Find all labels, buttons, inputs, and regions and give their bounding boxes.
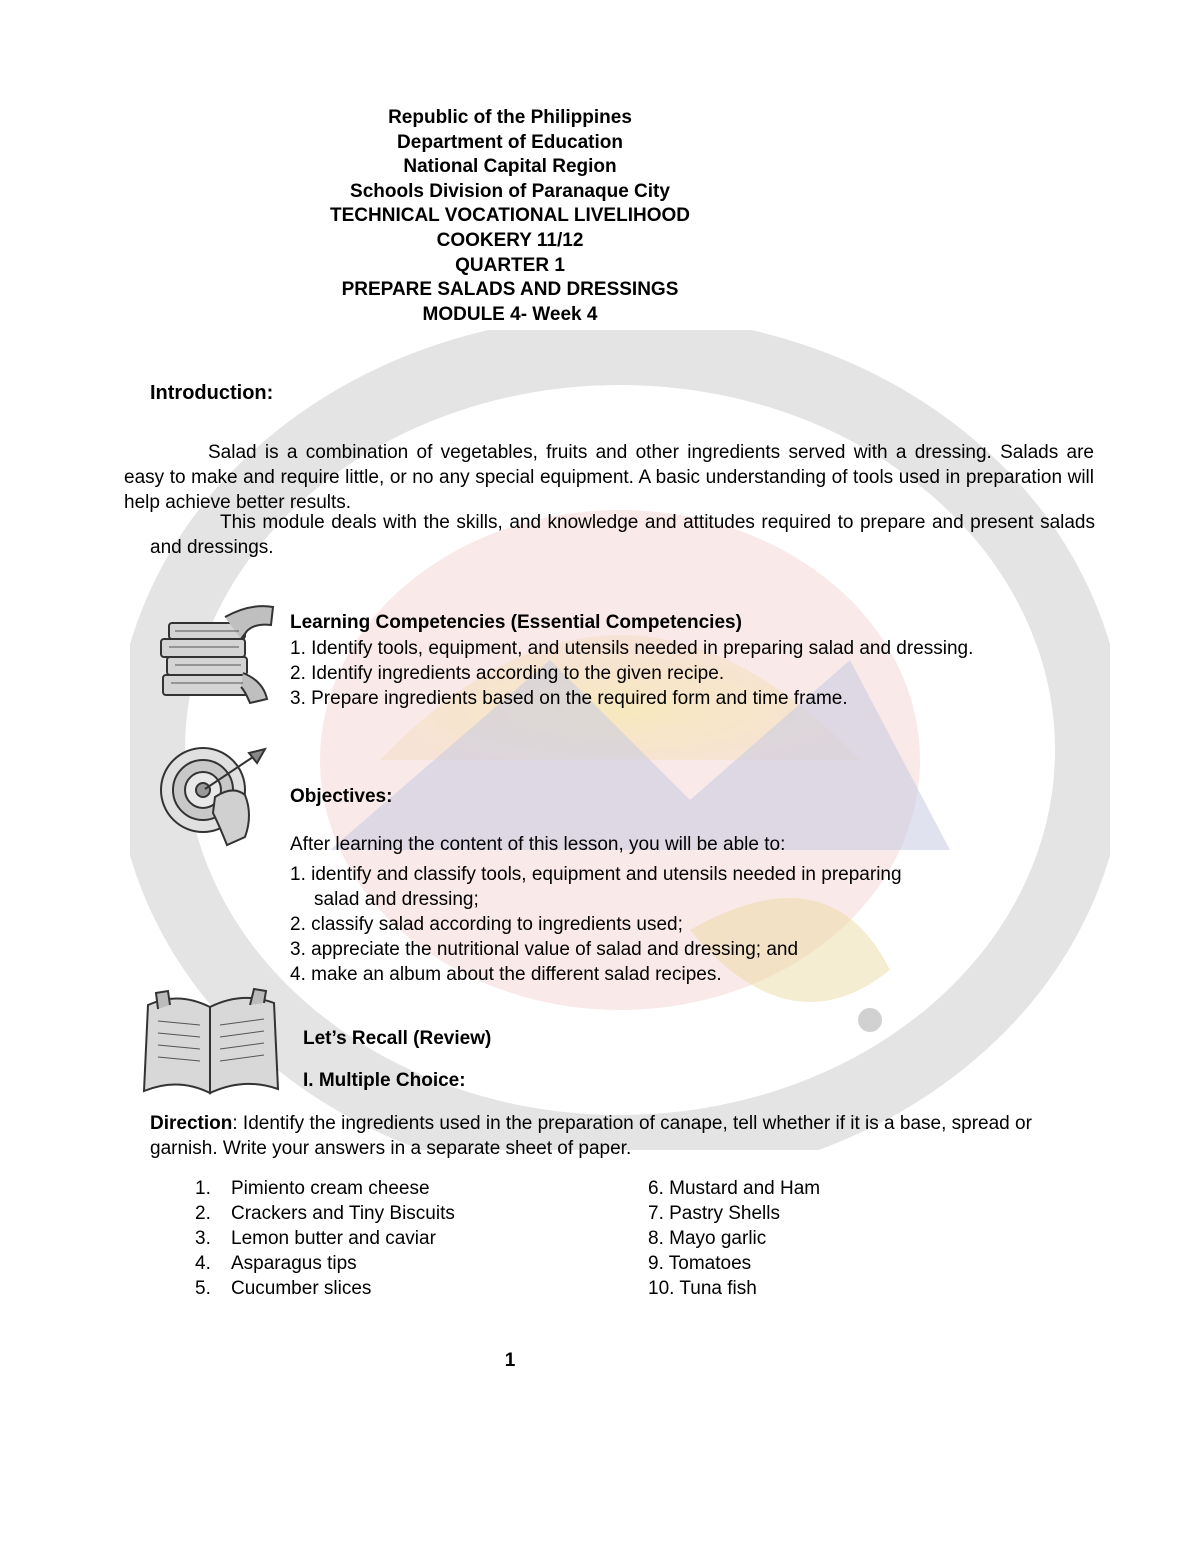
list-item: 3. appreciate the nutritional value of salad and dressing; and bbox=[290, 939, 799, 960]
header-line-module: MODULE 4- Week 4 bbox=[422, 303, 598, 325]
list-item: 1. identify and classify tools, equipment and utensils needed in preparing salad and dressing; bbox=[290, 864, 902, 910]
introduction-paragraph-1 bbox=[124, 440, 1094, 515]
introduction-paragraph-2 bbox=[150, 510, 1095, 560]
recall-title: Let’s Recall (Review) bbox=[303, 1028, 492, 1049]
list-item: 7. Pastry Shells bbox=[648, 1203, 780, 1224]
header-line-topic: PREPARE SALADS AND DRESSINGS bbox=[341, 279, 679, 301]
list-item: 2. Identify ingredients according to the given recipe. bbox=[290, 663, 725, 684]
list-item: 4. make an album about the different salad recipes. bbox=[290, 964, 722, 985]
books-in-hand-icon bbox=[155, 595, 275, 710]
list-item bbox=[195, 1226, 455, 1251]
items-right-column bbox=[648, 1176, 820, 1301]
document-header bbox=[0, 106, 1020, 327]
learning-competencies-title: Learning Competencies (Essential Competencies) bbox=[290, 612, 742, 633]
item-text: Cucumber slices bbox=[231, 1278, 372, 1299]
header-line-division: Schools Division of Paranaque City bbox=[350, 180, 670, 202]
item-text: Crackers and Tiny Biscuits bbox=[231, 1203, 455, 1224]
item-text: Lemon butter and caviar bbox=[231, 1228, 436, 1249]
objectives-intro: After learning the content of this lesson, you will be able to: bbox=[290, 834, 786, 855]
header-line-republic: Republic of the Philippines bbox=[388, 107, 632, 128]
items-left-column bbox=[195, 1176, 455, 1301]
header-line-subject: COOKERY 11/12 bbox=[436, 229, 584, 251]
objectives-list bbox=[290, 862, 910, 987]
introduction-title: Introduction: bbox=[150, 382, 274, 404]
page-number: 1 bbox=[504, 1350, 516, 1371]
list-item: 10. Tuna fish bbox=[648, 1278, 757, 1299]
item-number: 1. bbox=[195, 1178, 211, 1199]
list-item: 9. Tomatoes bbox=[648, 1253, 752, 1274]
list-item: 8. Mayo garlic bbox=[648, 1228, 767, 1249]
list-item: 6. Mustard and Ham bbox=[648, 1178, 821, 1199]
item-number: 5. bbox=[195, 1278, 211, 1299]
list-item: 3. Prepare ingredients based on the required form and time frame. bbox=[290, 688, 848, 709]
dartboard-target-icon bbox=[153, 745, 273, 855]
header-line-track: TECHNICAL VOCATIONAL LIVELIHOOD bbox=[330, 205, 690, 227]
direction-text bbox=[150, 1111, 1070, 1161]
direction-body: : Identify the ingredients used in the preparation of canape, tell whether if it is a base, spread or garnish. Write your answers in a separate sheet of paper. bbox=[150, 1113, 1032, 1159]
list-item bbox=[195, 1201, 455, 1226]
list-item: 2. classify salad according to ingredients used; bbox=[290, 914, 683, 935]
item-number: 2. bbox=[195, 1203, 211, 1224]
multiple-choice-title: I. Multiple Choice: bbox=[303, 1070, 466, 1091]
item-number: 3. bbox=[195, 1228, 211, 1249]
item-text: Asparagus tips bbox=[231, 1253, 357, 1274]
header-line-department: Department of Education bbox=[397, 131, 623, 153]
item-text: Pimiento cream cheese bbox=[231, 1178, 430, 1199]
direction-label: Direction bbox=[150, 1113, 233, 1134]
introduction-paragraph-2-text: This module deals with the skills, and knowledge and attitudes required to prepare and present salads and dressings. bbox=[150, 512, 1095, 558]
header-line-quarter: QUARTER 1 bbox=[455, 254, 565, 276]
objectives-title: Objectives: bbox=[290, 786, 393, 807]
list-item bbox=[195, 1251, 455, 1276]
list-item bbox=[195, 1276, 455, 1301]
open-book-icon bbox=[138, 985, 283, 1100]
list-item: 1. Identify tools, equipment, and utensils needed in preparing salad and dressing. bbox=[290, 638, 974, 659]
list-item bbox=[195, 1176, 455, 1201]
introduction-paragraph-1-text: Salad is a combination of vegetables, fruits and other ingredients served with a dressing. Salads are easy to make and require little, or no any special equipment. A basic understanding of tools used in preparation will help achieve better results. bbox=[124, 442, 1094, 513]
header-line-region: National Capital Region bbox=[403, 156, 617, 178]
learning-competencies-list bbox=[290, 636, 1010, 711]
item-number: 4. bbox=[195, 1253, 211, 1274]
